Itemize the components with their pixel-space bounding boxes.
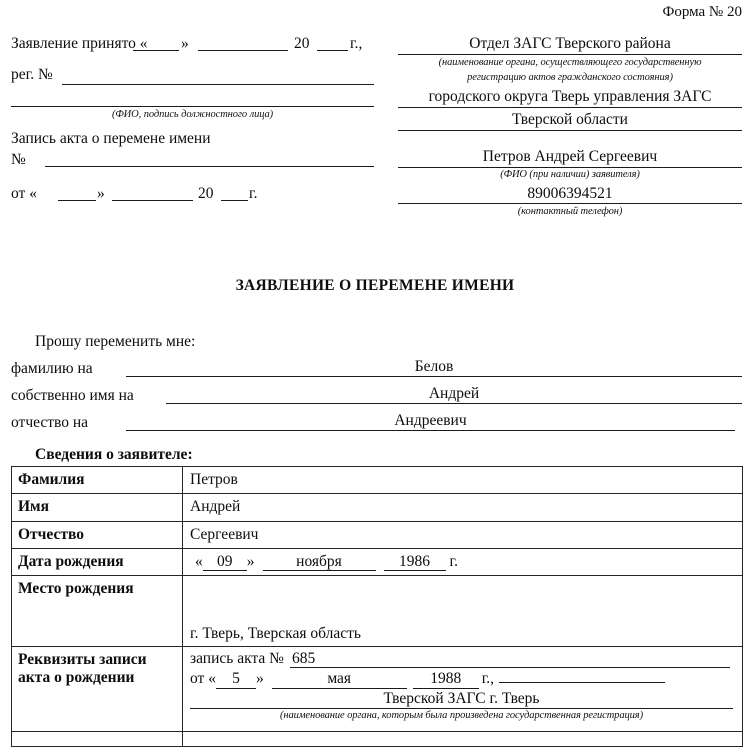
- birth-date-year[interactable]: 1986: [384, 554, 446, 571]
- accepted-year-prefix: 20: [294, 35, 310, 52]
- table-row: [12, 494, 743, 521]
- document-title: ЗАЯВЛЕНИЕ О ПЕРЕМЕНЕ ИМЕНИ: [235, 277, 515, 294]
- registry-office-caption-line2: регистрацию актов гражданского состояния): [467, 72, 673, 83]
- accepted-year-suffix: г.,: [350, 35, 363, 52]
- birth-date-month[interactable]: ноября: [263, 554, 376, 571]
- birth-record-day[interactable]: 5: [216, 671, 256, 688]
- applicant-section-heading: Сведения о заявителе:: [35, 446, 193, 463]
- row-value-firstname[interactable]: Андрей: [183, 494, 743, 521]
- request-row-rule-2: [126, 430, 735, 431]
- registry-office-name: Отдел ЗАГС Тверского района: [469, 35, 671, 52]
- row-label-birth-place: Место рождения: [12, 576, 183, 647]
- table-row: [12, 521, 743, 548]
- record-from-day-blank[interactable]: [58, 200, 96, 201]
- table-row: [12, 647, 743, 732]
- applicant-phone-value[interactable]: 89006394521: [527, 185, 613, 202]
- row-value-trailing: [183, 732, 743, 747]
- request-row-label-1: собственно имя на: [11, 387, 134, 404]
- request-row-value-0[interactable]: Белов: [414, 358, 454, 375]
- row-label-surname: Фамилия: [12, 467, 183, 494]
- registry-office-name-rule: [398, 54, 742, 55]
- accepted-month-blank[interactable]: [198, 50, 288, 51]
- registration-number-label: рег. №: [11, 66, 53, 83]
- row-label-patronymic: Отчество: [12, 521, 183, 548]
- birth-record-authority-inline-blank[interactable]: [499, 682, 665, 683]
- table-row: [12, 576, 743, 647]
- official-signature-blank[interactable]: [11, 106, 374, 107]
- registration-number-blank[interactable]: [62, 84, 374, 85]
- row-label-birth-record: [12, 647, 183, 732]
- name-change-record-number-blank[interactable]: [45, 166, 374, 167]
- accepted-quote-close: »: [181, 35, 189, 52]
- row-label-birth-record-line2: акта о рождении: [18, 669, 135, 687]
- request-row-value-1[interactable]: Андрей: [428, 385, 480, 402]
- request-row-rule-1: [166, 403, 742, 404]
- birth-record-quote-close: »: [255, 670, 264, 688]
- row-label-birth-record-line1: Реквизиты записи: [18, 651, 147, 669]
- table-row: [12, 467, 743, 494]
- table-row: [12, 548, 743, 575]
- registry-office-caption-line1: (наименование органа, осуществляющего государственную: [438, 57, 702, 68]
- row-value-patronymic[interactable]: Сергеевич: [183, 521, 743, 548]
- record-from-year-blank[interactable]: [221, 200, 248, 201]
- row-label-birth-date: Дата рождения: [12, 548, 183, 575]
- name-change-record-number-label: №: [11, 151, 26, 168]
- applicant-fio-rule: [398, 167, 742, 168]
- applicant-details-table: [11, 466, 743, 747]
- application-accepted-label: Заявление принято «: [11, 35, 148, 52]
- record-from-year-suffix: г.: [249, 185, 258, 202]
- registry-office-line2: городского округа Тверь управления ЗАГС: [428, 88, 712, 105]
- registry-office-line3: Тверской области: [512, 111, 628, 128]
- applicant-fio-value[interactable]: Петров Андрей Сергеевич: [482, 148, 658, 165]
- accepted-year-blank[interactable]: [317, 50, 348, 51]
- row-value-birth-record-cell: [183, 647, 743, 732]
- birth-record-year[interactable]: 1988: [413, 671, 479, 688]
- birth-record-authority-caption: (наименование органа, которым была произведена государственная регистрация): [280, 709, 643, 721]
- record-from-quote-close: »: [97, 185, 105, 202]
- birth-record-number[interactable]: 685: [290, 651, 730, 668]
- birth-record-authority[interactable]: Тверской ЗАГС г. Тверь: [190, 690, 733, 709]
- name-change-record-label: Запись акта о перемене имени: [11, 130, 211, 147]
- request-row-label-0: фамилию на: [11, 360, 93, 377]
- registry-office-line2-rule: [398, 107, 742, 108]
- row-label-firstname: Имя: [12, 494, 183, 521]
- request-intro: Прошу переменить мне:: [35, 333, 196, 350]
- row-value-birth-date: [183, 548, 743, 575]
- form-number-label: Форма № 20: [662, 4, 742, 20]
- birth-record-month[interactable]: мая: [272, 671, 407, 688]
- record-from-year-prefix: 20: [198, 185, 214, 202]
- row-label-trailing: [12, 732, 183, 747]
- row-value-birth-place-cell: [183, 576, 743, 647]
- record-from-month-blank[interactable]: [112, 200, 193, 201]
- applicant-phone-caption: (контактный телефон): [517, 206, 623, 217]
- birth-date-year-suffix: г.: [449, 552, 458, 570]
- birth-date-quote-open: «: [195, 552, 203, 570]
- row-value-surname[interactable]: Петров: [183, 467, 743, 494]
- birth-record-from-label: от «: [190, 670, 216, 688]
- registry-office-line3-rule: [398, 130, 742, 131]
- request-row-value-2[interactable]: Андреевич: [394, 412, 467, 429]
- birth-record-number-label: запись акта №: [190, 650, 284, 668]
- accepted-day-blank[interactable]: [133, 50, 179, 51]
- birth-date-quote-close: »: [246, 552, 255, 570]
- request-row-label-2: отчество на: [11, 414, 89, 431]
- row-value-birth-place[interactable]: г. Тверь, Тверская область: [190, 625, 361, 643]
- official-signature-caption: (ФИО, подпись должностного лица): [111, 109, 274, 120]
- request-row-rule-0: [126, 376, 742, 377]
- applicant-fio-caption: (ФИО (при наличии) заявителя): [500, 169, 640, 180]
- record-from-label: от «: [11, 185, 37, 202]
- applicant-phone-rule: [398, 203, 742, 204]
- birth-record-year-suffix: г.,: [481, 670, 495, 688]
- table-row: [12, 732, 743, 747]
- birth-date-day[interactable]: 09: [203, 554, 247, 571]
